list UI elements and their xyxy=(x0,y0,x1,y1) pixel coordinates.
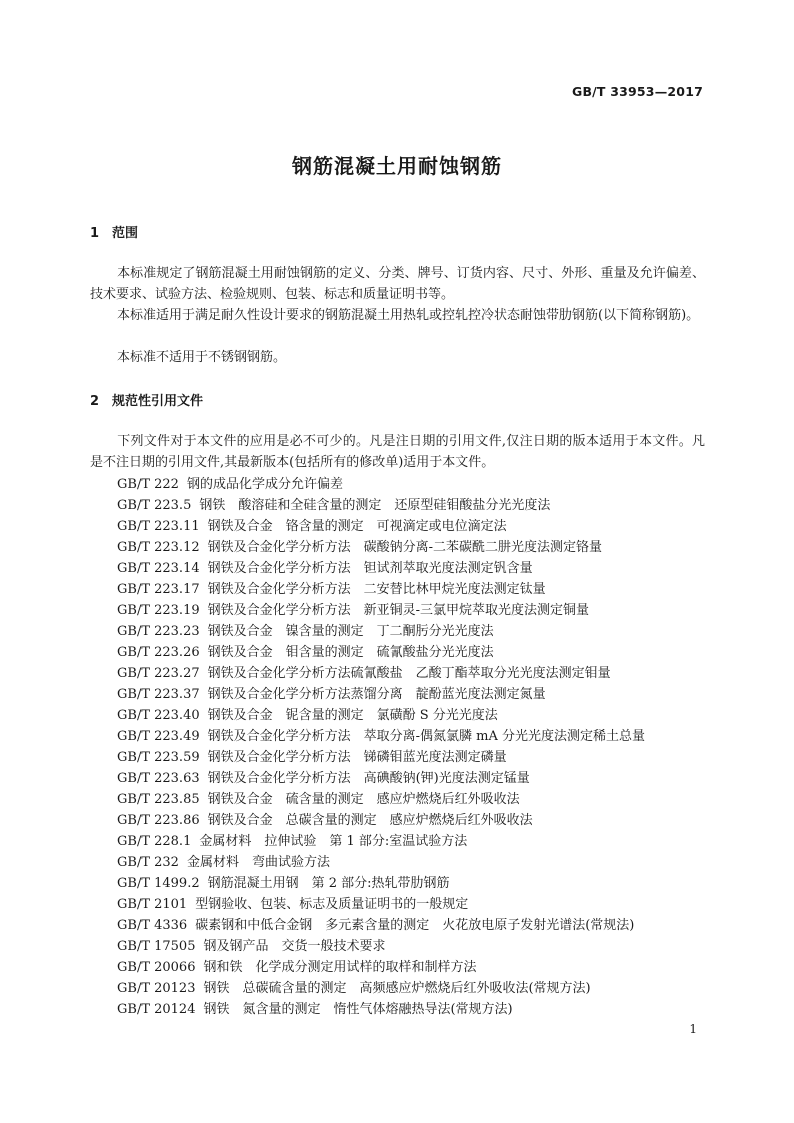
reference-code: GB/T 4336 xyxy=(117,918,188,933)
reference-title: 钢铁及合金化学分析方法 新亚铜灵-三氯甲烷萃取光度法测定铜量 xyxy=(207,603,590,618)
reference-title: 钢铁及合金 钼含量的测定 硫氰酸盐分光光度法 xyxy=(207,645,494,660)
reference-item xyxy=(117,600,717,621)
reference-title: 钢铁 总碳硫含量的测定 高频感应炉燃烧后红外吸收法(常规方法) xyxy=(203,981,591,996)
reference-code: GB/T 223.19 xyxy=(117,603,200,618)
reference-item xyxy=(117,705,717,726)
reference-code: GB/T 223.86 xyxy=(117,813,200,828)
reference-item xyxy=(117,873,717,894)
reference-title: 钢铁及合金化学分析方法 高碘酸钠(钾)光度法测定锰量 xyxy=(207,771,530,786)
page-number: 1 xyxy=(689,1022,697,1036)
reference-code: GB/T 20066 xyxy=(117,960,196,975)
section-1-paragraph-3 xyxy=(90,347,705,368)
reference-item xyxy=(117,642,717,663)
reference-title: 钢铁及合金 铌含量的测定 氯磺酚 S 分光光度法 xyxy=(207,708,498,723)
section-2-title: 规范性引用文件 xyxy=(112,394,204,409)
paragraph-text: 本标准不适用于不锈钢钢筋。 xyxy=(117,350,287,365)
reference-title: 钢铁 酸溶硅和全硅含量的测定 还原型硅钼酸盐分光光度法 xyxy=(199,498,551,513)
reference-title: 钢铁及合金化学分析方法 钽试剂萃取光度法测定钒含量 xyxy=(207,561,533,576)
reference-code: GB/T 20124 xyxy=(117,1002,196,1017)
reference-code: GB/T 223.12 xyxy=(117,540,200,555)
reference-code: GB/T 223.85 xyxy=(117,792,200,807)
reference-item xyxy=(117,999,717,1020)
reference-title: 碳素钢和中低合金钢 多元素含量的测定 火花放电原子发射光谱法(常规法) xyxy=(195,918,635,933)
reference-code: GB/T 223.27 xyxy=(117,666,200,681)
reference-item xyxy=(117,936,717,957)
reference-title: 钢铁及合金化学分析方法硫氰酸盐 乙酸丁酯萃取分光光度法测定钼量 xyxy=(207,666,611,681)
reference-title: 钢及钢产品 交货一般技术要求 xyxy=(203,939,386,954)
reference-code: GB/T 232 xyxy=(117,855,179,870)
reference-title: 钢铁及合金 总碳含量的测定 感应炉燃烧后红外吸收法 xyxy=(207,813,533,828)
reference-code: GB/T 223.59 xyxy=(117,750,200,765)
reference-item xyxy=(117,558,717,579)
reference-item xyxy=(117,516,717,537)
reference-code: GB/T 223.14 xyxy=(117,561,200,576)
reference-title: 型钢验收、包装、标志及质量证明书的一般规定 xyxy=(195,897,469,912)
paragraph-text: 本标准规定了钢筋混凝土用耐蚀钢筋的定义、分类、牌号、订货内容、尺寸、外形、重量及允许偏差、技术要求、试验方法、检验规则、包装、标志和质量证明书等。 xyxy=(90,266,705,302)
section-1-heading xyxy=(90,222,138,241)
reference-item xyxy=(117,684,717,705)
standard-code: GB/T 33953—2017 xyxy=(571,84,703,99)
reference-title: 钢铁及合金 镍含量的测定 丁二酮肟分光光度法 xyxy=(207,624,494,639)
reference-code: GB/T 2101 xyxy=(117,897,188,912)
reference-title: 金属材料 弯曲试验方法 xyxy=(186,855,330,870)
reference-code: GB/T 223.5 xyxy=(117,498,192,513)
reference-code: GB/T 228.1 xyxy=(117,834,192,849)
section-2-heading xyxy=(90,390,203,409)
section-2-number: 2 xyxy=(90,394,100,409)
reference-title: 钢铁及合金化学分析方法 碳酸钠分离-二苯碳酰二肼光度法测定铬量 xyxy=(207,540,603,555)
reference-item xyxy=(117,957,717,978)
reference-code: GB/T 223.17 xyxy=(117,582,200,597)
reference-code: GB/T 222 xyxy=(117,477,179,492)
reference-code: GB/T 223.26 xyxy=(117,645,200,660)
reference-code: GB/T 223.40 xyxy=(117,708,200,723)
reference-code: GB/T 223.11 xyxy=(117,519,200,534)
reference-title: 钢铁及合金 硫含量的测定 感应炉燃烧后红外吸收法 xyxy=(207,792,520,807)
reference-code: GB/T 1499.2 xyxy=(117,876,200,891)
reference-title: 钢铁及合金化学分析方法 锑磷钼蓝光度法测定磷量 xyxy=(207,750,507,765)
section-1-paragraph-2 xyxy=(90,305,705,326)
reference-item xyxy=(117,726,717,747)
document-title: 钢筋混凝土用耐蚀钢筋 xyxy=(292,154,502,178)
reference-title: 钢铁及合金化学分析方法 萃取分离-偶氮氯膦 mA 分光光度法测定稀土总量 xyxy=(207,729,645,744)
reference-code: GB/T 20123 xyxy=(117,981,196,996)
reference-title: 钢和铁 化学成分测定用试样的取样和制样方法 xyxy=(203,960,477,975)
reference-code: GB/T 17505 xyxy=(117,939,196,954)
reference-title: 钢的成品化学成分允许偏差 xyxy=(186,477,343,492)
paragraph-text: 本标准适用于满足耐久性设计要求的钢筋混凝土用热轧或控轧控冷状态耐蚀带肋钢筋(以下简称钢筋)。 xyxy=(117,308,700,323)
reference-title: 钢铁及合金化学分析方法 二安替比林甲烷光度法测定钛量 xyxy=(207,582,546,597)
reference-item xyxy=(117,495,717,516)
paragraph-text: 下列文件对于本文件的应用是必不可少的。凡是注日期的引用文件,仅注日期的版本适用于本文件。凡是不注日期的引用文件,其最新版本(包括所有的修改单)适用于本文件。 xyxy=(90,434,705,470)
reference-item xyxy=(117,579,717,600)
reference-item xyxy=(117,831,717,852)
reference-title: 钢筋混凝土用钢 第 2 部分:热轧带肋钢筋 xyxy=(207,876,450,891)
section-1-paragraph-1 xyxy=(90,263,705,305)
reference-code: GB/T 223.49 xyxy=(117,729,200,744)
reference-item xyxy=(117,768,717,789)
reference-item xyxy=(117,789,717,810)
reference-item xyxy=(117,474,717,495)
reference-code: GB/T 223.37 xyxy=(117,687,200,702)
section-2-intro xyxy=(90,431,705,473)
reference-item xyxy=(117,915,717,936)
reference-item xyxy=(117,537,717,558)
reference-title: 钢铁及合金化学分析方法蒸馏分离 靛酚蓝光度法测定氮量 xyxy=(207,687,546,702)
reference-title: 钢铁及合金 铬含量的测定 可视滴定或电位滴定法 xyxy=(207,519,507,534)
reference-title: 金属材料 拉伸试验 第 1 部分:室温试验方法 xyxy=(199,834,468,849)
reference-item xyxy=(117,663,717,684)
reference-item xyxy=(117,747,717,768)
reference-title: 钢铁 氮含量的测定 惰性气体熔融热导法(常规方法) xyxy=(203,1002,513,1017)
reference-list xyxy=(117,474,717,1020)
reference-code: GB/T 223.23 xyxy=(117,624,200,639)
reference-item xyxy=(117,621,717,642)
reference-item xyxy=(117,978,717,999)
section-1-title: 范围 xyxy=(112,226,139,241)
reference-item xyxy=(117,810,717,831)
section-1-number: 1 xyxy=(90,226,100,241)
reference-code: GB/T 223.63 xyxy=(117,771,200,786)
reference-item xyxy=(117,894,717,915)
reference-item xyxy=(117,852,717,873)
